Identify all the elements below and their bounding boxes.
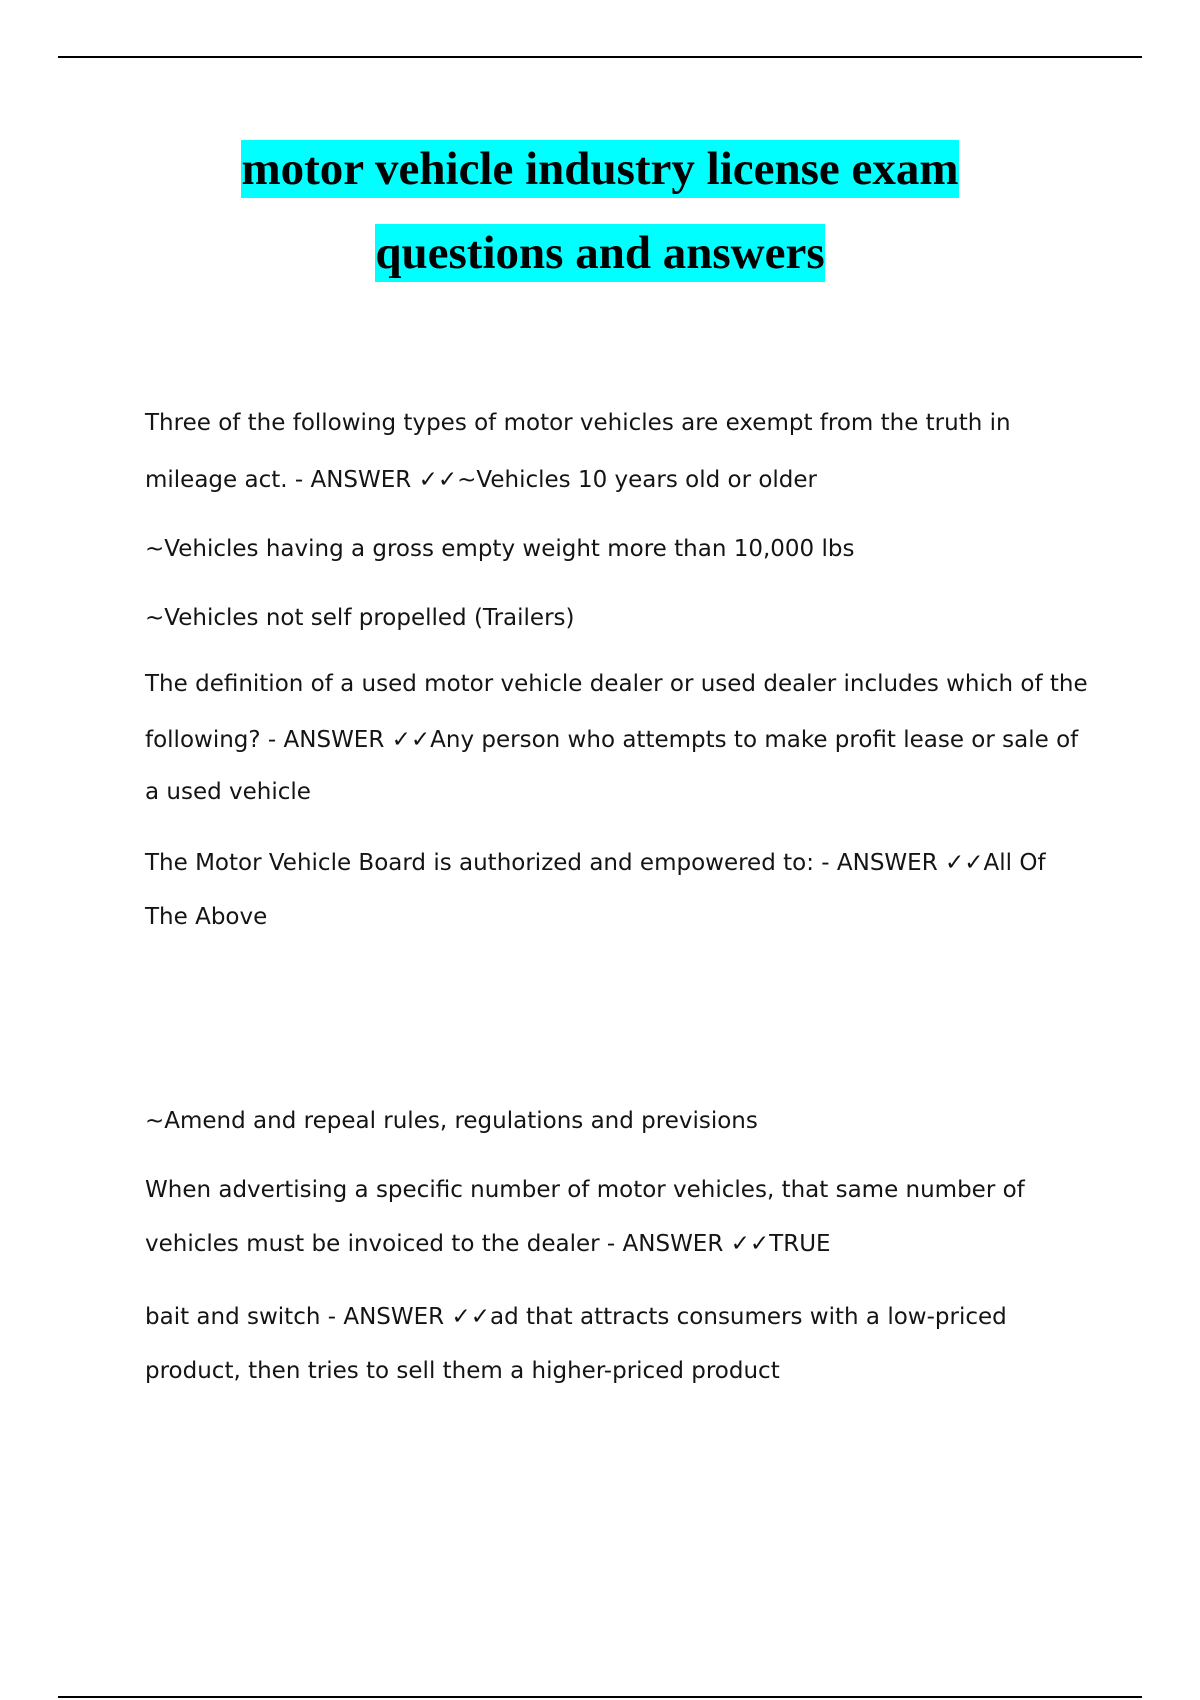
text-line: vehicles must be invoiced to the dealer - ANSWER ✓✓TRUE	[145, 1231, 831, 1257]
title-line-1: motor vehicle industry license exam	[241, 140, 958, 198]
text-line: bait and switch - ANSWER ✓✓ad that attracts consumers with a low-priced	[145, 1304, 1007, 1330]
text-line: a used vehicle	[145, 779, 311, 805]
header-rule	[58, 56, 1142, 58]
text-line: The Motor Vehicle Board is authorized and empowered to: - ANSWER ✓✓All Of	[145, 850, 1046, 876]
footer-rule	[58, 1696, 1142, 1698]
title-line-2: questions and answers	[375, 224, 824, 282]
text-line: product, then tries to sell them a higher-priced product	[145, 1358, 780, 1384]
text-line: ~Vehicles not self propelled (Trailers)	[145, 605, 575, 631]
text-line: ~Vehicles having a gross empty weight more than 10,000 lbs	[145, 536, 855, 562]
text-line: When advertising a specific number of motor vehicles, that same number of	[145, 1177, 1025, 1203]
text-line: ~Amend and repeal rules, regulations and previsions	[145, 1108, 758, 1134]
text-line: Three of the following types of motor vehicles are exempt from the truth in	[145, 410, 1011, 436]
document-title	[0, 140, 1200, 308]
text-line: The definition of a used motor vehicle dealer or used dealer includes which of the	[145, 671, 1088, 697]
text-line: following? - ANSWER ✓✓Any person who attempts to make profit lease or sale of	[145, 727, 1079, 753]
text-line: mileage act. - ANSWER ✓✓~Vehicles 10 years old or older	[145, 467, 818, 493]
text-line: The Above	[145, 904, 268, 930]
